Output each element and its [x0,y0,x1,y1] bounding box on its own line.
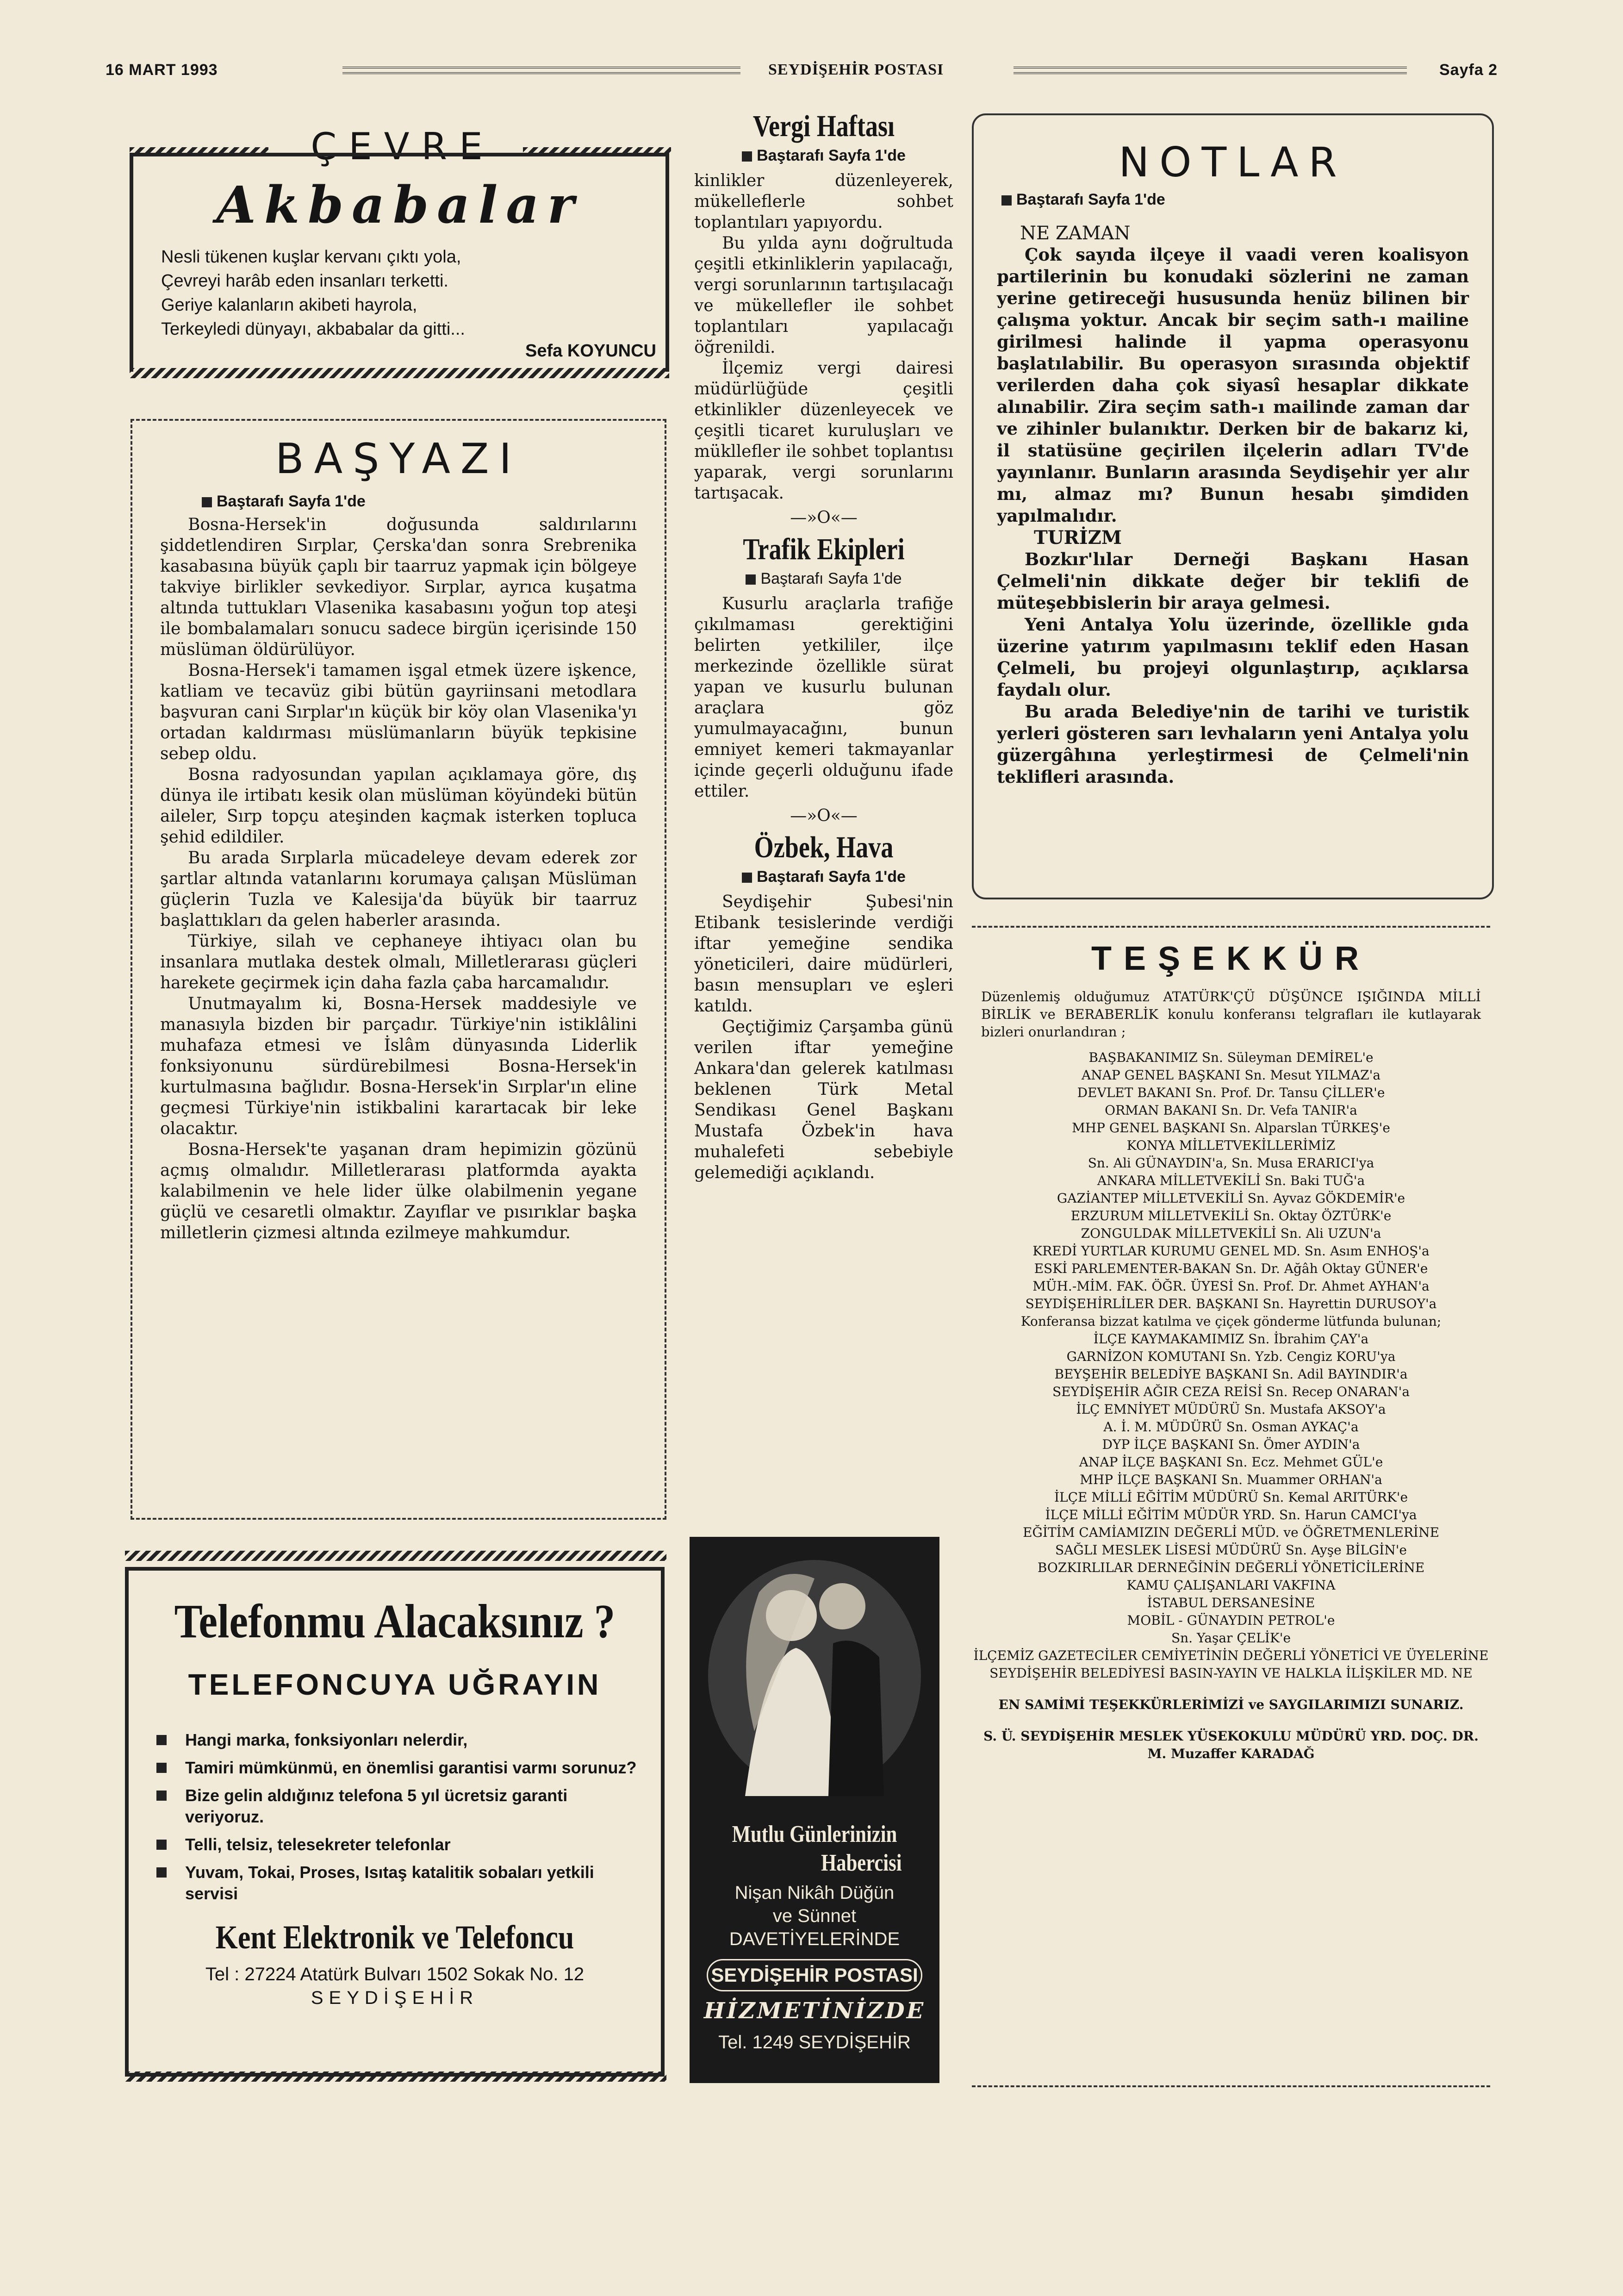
list-item: Bize gelin aldığınız telefona 5 yıl ücretsiz garanti veriyoruz. [156,1785,642,1828]
ad-line: Habercisi [821,1850,902,1876]
cevre-box [130,153,669,372]
wedding-invitation-ad [690,1537,939,2083]
notlar-paragraph: Bu arada Belediye'nin de tarihi ve turistik yerleri gösteren sarı levhaların yeni Antalya yolu güzergâhına yerleştirmesi de Çelmeli'nin teklifleri arasında. [997,701,1469,787]
notlar-heading: NE ZAMAN [1020,223,1131,244]
separator: —»O«— [790,508,858,527]
tesekkur-line: Sn. Yaşar ÇELİK'e [1171,1630,1291,1646]
tesekkur-line: SAĞLI MESLEK LİSESİ MÜDÜRÜ Sn. Ayşe BİLGİN'e [1055,1542,1407,1558]
vergi-paragraph: İlçemiz vergi dairesi müdürlüğüde çeşitli etkinlikler düzenleyecek ve çeşitli ticaret kuruluşları ve mükllefler ile sohbet toplantısı yaparak, vergi sorunlarını tartışacak. [694,359,953,503]
basyazi-box [131,419,666,1520]
ozbek-paragraph: Seydişehir Şubesi'nin Etibank tesislerinde verdiği iftar yemeğine sendika yöneticileri, daire müdürleri, basın mensupları ve eşleri katıldı. [694,892,953,1016]
list-item: Telli, telsiz, telesekreter telefonlar [156,1834,642,1855]
tesekkur-line: A. İ. M. MÜDÜRÜ Sn. Osman AYKAÇ'a [1103,1419,1359,1435]
bullet-square-icon [156,1791,167,1801]
bullet-square-icon [742,151,752,162]
ornament-border [125,2071,666,2082]
notlar-paragraph: Bozkır'lılar Derneği Başkanı Hasan Çelmeli'nin dikkate değer bir teklifi de müteşebbislerin bir araya gelmesi. [997,549,1469,613]
basyazi-paragraph: Bosna-Hersek'in doğusunda saldırılarını şiddetlendiren Sırplar, Çerska'dan sonra Srebrenika kasabasına büyük çaplı bir taarruz yapmak için bölgeye takviye birlikler sevkediyor. Sırplar, ayrıca kuşatma altında tuttukları Vlasenika kasabasını yoğun top ateşi ile bombalamaları sonucu sadece birgün içerisinde 150 müslüman öldürülüyor. [160,515,637,659]
trafik-source: Baştarafı Sayfa 1'de [760,570,902,587]
tesekkur-line: EĞİTİM CAMİAMIZIN DEĞERLİ MÜD. ve ÖĞRETMENLERİNE [1023,1525,1439,1540]
vergi-title: Vergi Haftası [752,109,895,143]
tesekkur-closing: EN SAMİMİ TEŞEKKÜRLERİMİZİ ve SAYGILARIMIZI SUNARIZ. [998,1697,1464,1712]
basyazi-source: Baştarafı Sayfa 1'de [217,493,366,510]
ad-line: Nişan Nikâh Düğün [734,1883,895,1903]
masthead-rule [342,67,740,74]
ozbek-title: Özbek, Hava [754,830,894,864]
divider [972,2085,1490,2087]
telefon-shop-name: Kent Elektronik ve Telefoncu [215,1919,574,1956]
separator: —»O«— [790,806,858,825]
tesekkur-line: MHP İLÇE BAŞKANI Sn. Muammer ORHAN'a [1080,1472,1382,1487]
tesekkur-line: MÜH.-MİM. FAK. ÖĞR. ÜYESİ Sn. Prof. Dr. Ahmet AYHAN'a [1032,1279,1430,1294]
tesekkur-line: İLÇEMİZ GAZETECİLER CEMİYETİNİN DEĞERLİ YÖNETİCİ VE ÜYELERİNE [973,1648,1489,1663]
telefon-city: SEYDİŞEHİR [311,1988,479,2008]
tesekkur-line: GAZİANTEP MİLLETVEKİLİ Sn. Ayvaz GÖKDEMİR'e [1057,1191,1405,1206]
bullet-square-icon [156,1763,167,1773]
ornament-border [125,1551,666,1561]
tesekkur-line: DEVLET BAKANI Sn. Prof. Dr. Tansu ÇİLLER'e [1077,1085,1385,1100]
list-item: Tamiri mümkünmü, en önemlisi garantisi varmı sorunuz? [156,1757,642,1778]
tesekkur-line: SEYDİŞEHİRLİLER DER. BAŞKANI Sn. Hayrettin DURUSOY'a [1025,1296,1437,1311]
ozbek-paragraph: Geçtiğimiz Çarşamba günü verilen iftar yemeğine Ankara'dan gelerek katılması beklenen Türk Metal Sendikası Genel Başkanı Mustafa Özbek'in hava muhalefeti sebebiyle gelemediği açıklandı. [694,1017,953,1182]
ad-service: HİZMETİNİZDE [703,1998,926,2024]
ozbek-source: Baştarafı Sayfa 1'de [757,868,906,886]
tesekkur-line: BOZKIRLILAR DERNEĞİNİN DEĞERLİ YÖNETİCİLERİNE [1037,1560,1425,1575]
vergi-paragraph: kinlikler düzenleyerek, mükelleflerle sohbet toplantıları yapıyordu. [694,171,953,232]
tesekkur-line: BEYŞEHİR BELEDİYE BAŞKANI Sn. Adil BAYINDIR'a [1054,1366,1408,1382]
poem-line: Nesli tükenen kuşlar kervanı çıktı yola, [161,247,461,267]
middle-column [694,109,953,1183]
tesekkur-line: DYP İLÇE BAŞKANI Sn. Ömer AYDIN'a [1102,1437,1360,1452]
list-item: Hangi marka, fonksiyonları nelerdir, [156,1729,642,1751]
wedding-couple-illustration [690,1537,939,1815]
tesekkur-line: ANKARA MİLLETVEKİLİ Sn. Baki TUĞ'a [1097,1173,1365,1188]
ad-brand: SEYDİŞEHİR POSTASI [707,1959,922,1991]
telefon-ad [125,1567,665,2077]
notlar-title: NOTLAR [1119,138,1347,186]
tesekkur-intro: Düzenlemiş olduğumuz ATATÜRK'ÇÜ DÜŞÜNCE IŞIĞINDA MİLLİ BİRLİK ve BERABERLİK konulu konferansı telgrafları ile kutlayarak bizleri onurlandıran ; [981,989,1481,1040]
poem-line: Geriye kalanların akibeti hayrola, [161,295,417,315]
trafik-paragraph: Kusurlu araçlarla trafiğe çıkılmaması gerektiğini belirten yetkililer, ilçe merkezinde özellikle sürat yapan ve kusurlu bulunan araçlara göz yumulmayacağını, bunun emniyet kemeri takmayanlar içinde geçerli olduğunu ifade ettiler. [694,594,953,801]
basyazi-paragraph: Bosna-Hersek'te yaşanan dram hepimizin gözünü açmış olmalıdır. Milletlerarası platformda ayakta kalabilmenin ve hele lider ülke olabilmenin yegane güçlü ve cesaretli olmaktır. Zayıflar ve pısırıklar başka milletlerin çizmesi altında ezilmeye mahkumdur. [160,1140,637,1242]
basyazi-paragraph: Bosna radyosundan yapılan açıklamaya göre, dış dünya ile irtibatı kesik olan müslüman köyündeki bütün aileler, Sırp topçu ateşinden kaçmak isterken topluca şehid edildiler. [160,765,637,847]
notlar-heading: TURİZM [1034,527,1122,549]
tesekkur-line: KREDİ YURTLAR KURUMU GENEL MD. Sn. Asım ENHOŞ'a [1032,1243,1430,1259]
cevre-kicker: ÇEVRE [311,125,495,168]
tesekkur-line: ERZURUM MİLLETVEKİLİ Sn. Oktay ÖZTÜRK'e [1070,1208,1392,1223]
tesekkur-line: GARNİZON KOMUTANI Sn. Yzb. Cengiz KORU'ya [1066,1349,1396,1364]
trafik-title: Trafik Ekipleri [743,532,905,566]
bullet-square-icon [1001,195,1012,206]
telefon-title: Telefonmu Alacaksınız ? [174,1595,616,1648]
notlar-source: Baştarafı Sayfa 1'de [1016,191,1165,208]
basyazi-paragraph: Türkiye, silah ve cephaneye ihtiyacı olan bu insanlara mutlaka destek olmalı, Milletlerarası güçleri harekete geçirmek için daha fazla çaba harcamalıdır. [160,932,637,992]
tesekkur-line: Konferansa bizzat katılma ve çiçek gönderme lütfunda bulunan; [1020,1314,1442,1329]
bullet-square-icon [202,497,212,507]
tesekkur-line: İLÇ EMNİYET MÜDÜRÜ Sn. Mustafa AKSOY'a [1076,1402,1386,1417]
masthead-page-number: Sayfa 2 [1439,61,1498,79]
tesekkur-line: İLÇE KAYMAKAMIMIZ Sn. İbrahim ÇAY'a [1093,1331,1369,1347]
bullet-square-icon [156,1735,167,1745]
tesekkur-signature: S. Ü. SEYDİŞEHİR MESLEK YÜSEKOKULU MÜDÜRÜ YRD. DOÇ. DR. M. Muzaffer KARADAĞ [983,1728,1479,1761]
ornament-border [130,368,669,378]
tesekkur-line: SEYDİŞEHİR BELEDİYESİ BASIN-YAYIN VE HALKLA İLİŞKİLER MD. NE [989,1666,1473,1681]
tesekkur-section [972,940,1490,1763]
vergi-source: Baştarafı Sayfa 1'de [757,147,906,164]
tesekkur-line: SEYDİŞEHİR AĞIR CEZA REİSİ Sn. Recep ONARAN'a [1052,1384,1410,1399]
tesekkur-line: ORMAN BAKANI Sn. Dr. Vefa TANIR'a [1105,1103,1357,1118]
telefon-subtitle: TELEFONCUYA UĞRAYIN [188,1668,602,1701]
bullet-square-icon [742,873,752,883]
poem-line: Çevreyi harâb eden insanları terketti. [161,271,448,291]
cevre-author: Sefa KOYUNCU [525,341,656,361]
telefon-address: Tel : 27224 Atatürk Bulvarı 1502 Sokak No. 12 [205,1964,585,1984]
ad-line: Mutlu Günlerinizin [732,1821,897,1847]
vergi-paragraph: Bu yılda aynı doğrultuda çeşitli etkinliklerin yapılacağı, vergi sorunlarının tartışılacağı ve mükellefler ile sohbet toplantıları yapılacağı öğrenildi. [694,234,953,357]
masthead-date: 16 MART 1993 [106,61,218,79]
tesekkur-line: ANAP İLÇE BAŞKANI Sn. Ecz. Mehmet GÜL'e [1079,1454,1383,1470]
tesekkur-title: TEŞEKKÜR [1091,940,1371,977]
cevre-title: Akbabalar [216,175,583,235]
basyazi-paragraph: Unutmayalım ki, Bosna-Hersek maddesiyle ve manasıyla bizden bir parçadır. Türkiye'nin istiklâlini muhafaza etmesi ve İslâm dünyasında Liderlik fonksiyonunu sürdürebilmesi Bosna-Hersek'in kurtulmasına bağlıdır. Bosna-Hersek'in Sırplar'ın eline geçmesi Türkiye'nin istikbalini karartacak bir leke olacaktır. [160,994,637,1138]
basyazi-title: BAŞYAZI [275,435,522,483]
tesekkur-line: BAŞBAKANIMIZ Sn. Süleyman DEMİREL'e [1088,1050,1374,1065]
tesekkur-line: İLÇE MİLLİ EĞİTİM MÜDÜRÜ Sn. Kemal ARITÜRK'e [1054,1490,1408,1505]
tesekkur-line: ESKİ PARLEMENTER-BAKAN Sn. Dr. Ağâh Oktay GÜNER'e [1034,1261,1428,1276]
notlar-box [972,113,1494,899]
tesekkur-line: ZONGULDAK MİLLETVEKİLİ Sn. Ali UZUN'a [1081,1226,1381,1241]
ad-line: ve Sünnet DAVETİYELERİNDE [729,1906,900,1949]
tesekkur-line: KONYA MİLLETVEKİLLERİMİZ [1126,1138,1336,1153]
poem-line: Terkeyledi dünyayı, akbabalar da gitti... [161,319,465,339]
tesekkur-line: MOBİL - GÜNAYDIN PETROL'e [1127,1613,1335,1628]
list-item: Yuvam, Tokai, Proses, Isıtaş katalitik sobaları yetkili servisi [156,1862,642,1904]
tesekkur-line: İLÇE MİLLİ EĞİTİM MÜDÜR YRD. Sn. Harun CAMCI'ya [1045,1507,1417,1522]
basyazi-paragraph: Bosna-Hersek'i tamamen işgal etmek üzere işkence, katliam ve tecavüz gibi bütün gayriinsani metodlara başvuran cani Sırplar'ın küçük bir köy olan Vlasenika'yı ortadan kaldırması müslümanların büyük tepkisine sebep oldu. [160,661,637,763]
notlar-paragraph: Çok sayıda ilçeye il vaadi veren koalisyon partilerinin bu konudaki sözlerini ne zaman yerine getireceği hususunda henüz bilinen bir çalışma yoktur. Ancak bir seçim sath-ı mailine girilmesi halinde il yapma operasyonu başlatılabilir. Bu operasyon sırasında objektif verilerden daha çok siyasî hesaplar dikkate alınabilir. Zira seçim sath-ı mailinde zaman dar ve zihinler bulanıktır. Derken bir de bakarız ki, il statüsüne geçirilen ilçelerin adları TV'de yayınlanır. Bunların arasında Seydişehir yer alır mı, almaz mı? Bunun hesabı şimdiden yapılmalıdır. [997,244,1469,526]
masthead-rule [1014,67,1407,74]
tesekkur-line: ANAP GENEL BAŞKANI Sn. Mesut YILMAZ'a [1081,1067,1381,1083]
tesekkur-line: İSTABUL DERSANESİNE [1147,1595,1315,1610]
notlar-paragraph: Yeni Antalya Yolu üzerinde, özellikle gıda üzerine yatırım yapılmasını teklif eden Hasan Çelmeli, bu projeyi olgunlaştırıp, açıklarsa faydalı olur. [997,614,1469,700]
masthead-paper-name: SEYDİŞEHİR POSTASI [768,61,944,78]
bullet-square-icon [746,574,756,585]
divider [972,926,1490,928]
basyazi-paragraph: Bu arada Sırplarla mücadeleye devam ederek zor şartlar altında vatanlarını korumaya çalışan Müslüman güçlerin Tuzla ve Kalesija'da büyük bir taarruz başlattıkları da gelen haberler arasında. [160,849,637,930]
tesekkur-line: MHP GENEL BAŞKANI Sn. Alparslan TÜRKEŞ'e [1072,1120,1390,1136]
bullet-square-icon [156,1840,167,1850]
ad-phone: Tel. 1249 SEYDİŞEHİR [718,2032,911,2053]
bullet-square-icon [156,1867,167,1878]
tesekkur-line: KAMU ÇALIŞANLARI VAKFINA [1126,1578,1336,1593]
tesekkur-line: Sn. Ali GÜNAYDIN'a, Sn. Musa ERARICI'ya [1088,1155,1374,1171]
